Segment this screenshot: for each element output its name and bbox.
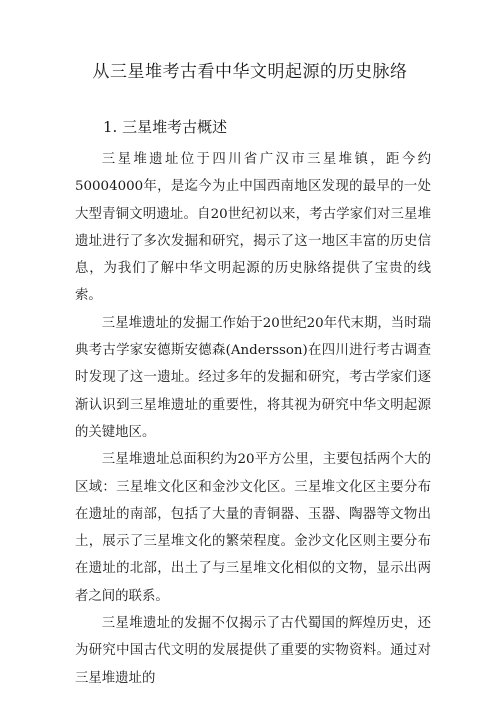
paragraph-4: 三星堆遗址的发掘不仅揭示了古代蜀国的辉煌历史，还为研究中国古代文明的发展提供了重要的实物资料。通过对三星堆遗址的 [75, 616, 431, 686]
section-heading: 1. 三星堆考古概述 [103, 118, 228, 136]
document-body [75, 146, 431, 692]
document-title: 从三星堆考古看中华文明起源的历史脉络 [92, 62, 408, 82]
paragraph-3: 三星堆遗址总面积约为20平方公里，主要包括两个大的区域：三星堆文化区和金沙文化区。三星堆文化区主要分布在遗址的南部，包括了大量的青铜器、玉器、陶器等文物出土，展示了三星堆文化的繁荣程度。金沙文化区则主要分布在遗址的北部，出土了与三星堆文化相似的文物，显示出两者之间的联系。 [75, 452, 431, 604]
paragraph-2: 三星堆遗址的发掘工作始于20世纪20年代末期，当时瑞典考古学家安德斯安德森(Andersson)在四川进行考古调查时发现了这一遗址。经过多年的发掘和研究，考古学家们逐渐认识到三星堆遗址的重要性，将其视为研究中华文明起源的关键地区。 [75, 315, 431, 440]
paragraph-1: 三星堆遗址位于四川省广汉市三星堆镇，距今约50004000年，是迄今为止中国西南地区发现的最早的一处大型青铜文明遗址。自20世纪初以来，考古学家们对三星堆遗址进行了多次发掘和研究，揭示了这一地区丰富的历史信息，为我们了解中华文明起源的历史脉络提供了宝贵的线索。 [75, 152, 431, 304]
